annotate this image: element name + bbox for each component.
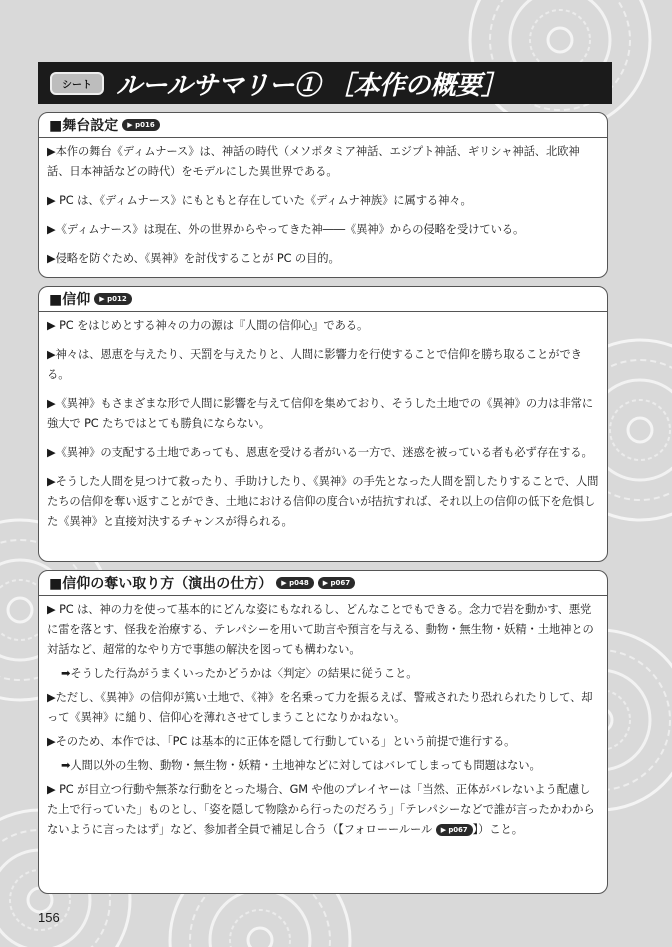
section-header: [39, 287, 607, 312]
note-paragraph: ➡人間以外の生物、動物・無生物・妖精・土地神などに対してはバレてしまっても問題はない。: [61, 759, 541, 772]
paragraph: ▶《異神》もさまざまな形で人間に影響を与えて信仰を集めており、そうした土地での《異神》の力は非常に強大で PC たちではとても勝負にならない。: [47, 397, 594, 430]
page-ref-badge: ▶ p016: [122, 119, 159, 131]
page-ref-badge: ▶ p012: [94, 293, 131, 305]
paragraph: ▶《異神》の支配する土地であっても、恩恵を受ける者がいる一方で、迷惑を被っている者も必ず存在する。: [47, 446, 593, 459]
page-number: 156: [38, 910, 60, 925]
paragraph: ▶ただし、《異神》の信仰が篤い土地で、《神》を名乗って力を振るえば、警戒されたり恐れられたりして、却って《異神》に縋り、信仰心を薄れさせてしまうことになりかねない。: [47, 691, 593, 724]
section-faith-seizing: [38, 570, 608, 894]
paragraph: ▶《ディムナース》は現在、外の世界からやってきた神――《異神》からの侵略を受けている。: [47, 223, 525, 236]
page-title: ルールサマリー① ［本作の概要］: [116, 70, 507, 101]
section-title: ■舞台設定: [49, 118, 119, 134]
paragraph: ▶ PC は、《ディムナース》にもともと存在していた《ディムナ神族》に属する神々。: [47, 194, 472, 207]
section-header: [39, 571, 607, 596]
section-title: ■信仰: [49, 292, 91, 308]
section-stage-setting: [38, 112, 608, 278]
section-faith: [38, 286, 608, 562]
paragraph: ▶神々は、恩恵を与えたり、天罰を与えたりと、人間に影響力を行使することで信仰を勝ち取ることができる。: [47, 348, 582, 381]
page-title-bar: [38, 62, 612, 104]
page-ref-badge: ▶ p067: [318, 577, 355, 589]
paragraph: ▶侵略を防ぐため、《異神》を討伐することが PC の目的。: [47, 252, 340, 265]
sheet-tag: シート: [50, 72, 104, 95]
paragraph: ▶ PC をはじめとする神々の力の源は『人間の信仰心』である。: [47, 319, 369, 332]
paragraph: ▶ PC が目立つ行動や無茶な行動をとった場合、GM や他のプレイヤーは「当然、正体がバレないよう配慮した上で行っていた」ものとし、「姿を隠して物陰から行ったのだろう」「テレパシーなどで誰が言ったかわからないように言ったはず」など、参加者全員で補足し合う（【フォローールール ▶ p067 】）こと。: [47, 783, 595, 836]
note-paragraph: ➡そうした行為がうまくいったかどうかは〈判定〉の結果に従うこと。: [61, 667, 418, 680]
section-title: ■信仰の奪い取り方（演出の仕方）: [49, 576, 273, 592]
paragraph: ▶ PC は、神の力を使って基本的にどんな姿にもなれるし、どんなことでもできる。念力で岩を動かす、悪党に雷を落とす、怪我を治療する、テレパシーを用いて助言や預言を与える、動物・無生物・妖精・土地神との対話など、超常的なやり方で事態の解決を図っても構わない。: [47, 603, 594, 656]
paragraph: ▶本作の舞台《ディムナース》は、神話の時代（メソポタミア神話、エジプト神話、ギリシャ神話、北欧神話、日本神話などの時代）をモデルにした異世界である。: [47, 145, 580, 178]
page-ref-badge: ▶ p048: [276, 577, 313, 589]
paragraph: ▶そのため、本作では、「PC は基本的に正体を隠して行動している」という前提で進行する。: [47, 735, 516, 748]
section-header: [39, 113, 607, 138]
page-ref-badge: ▶ p067: [436, 824, 473, 836]
paragraph: ▶そうした人間を見つけて救ったり、手助けしたり、《異神》の手先となった人間を罰したりすることで、人間たちの信仰を奪い返すことができ、土地における信仰の度合いが拮抗すれば、それ以上の信仰の低下を危惧した《異神》と直接対決するチャンスが得られる。: [47, 475, 599, 528]
